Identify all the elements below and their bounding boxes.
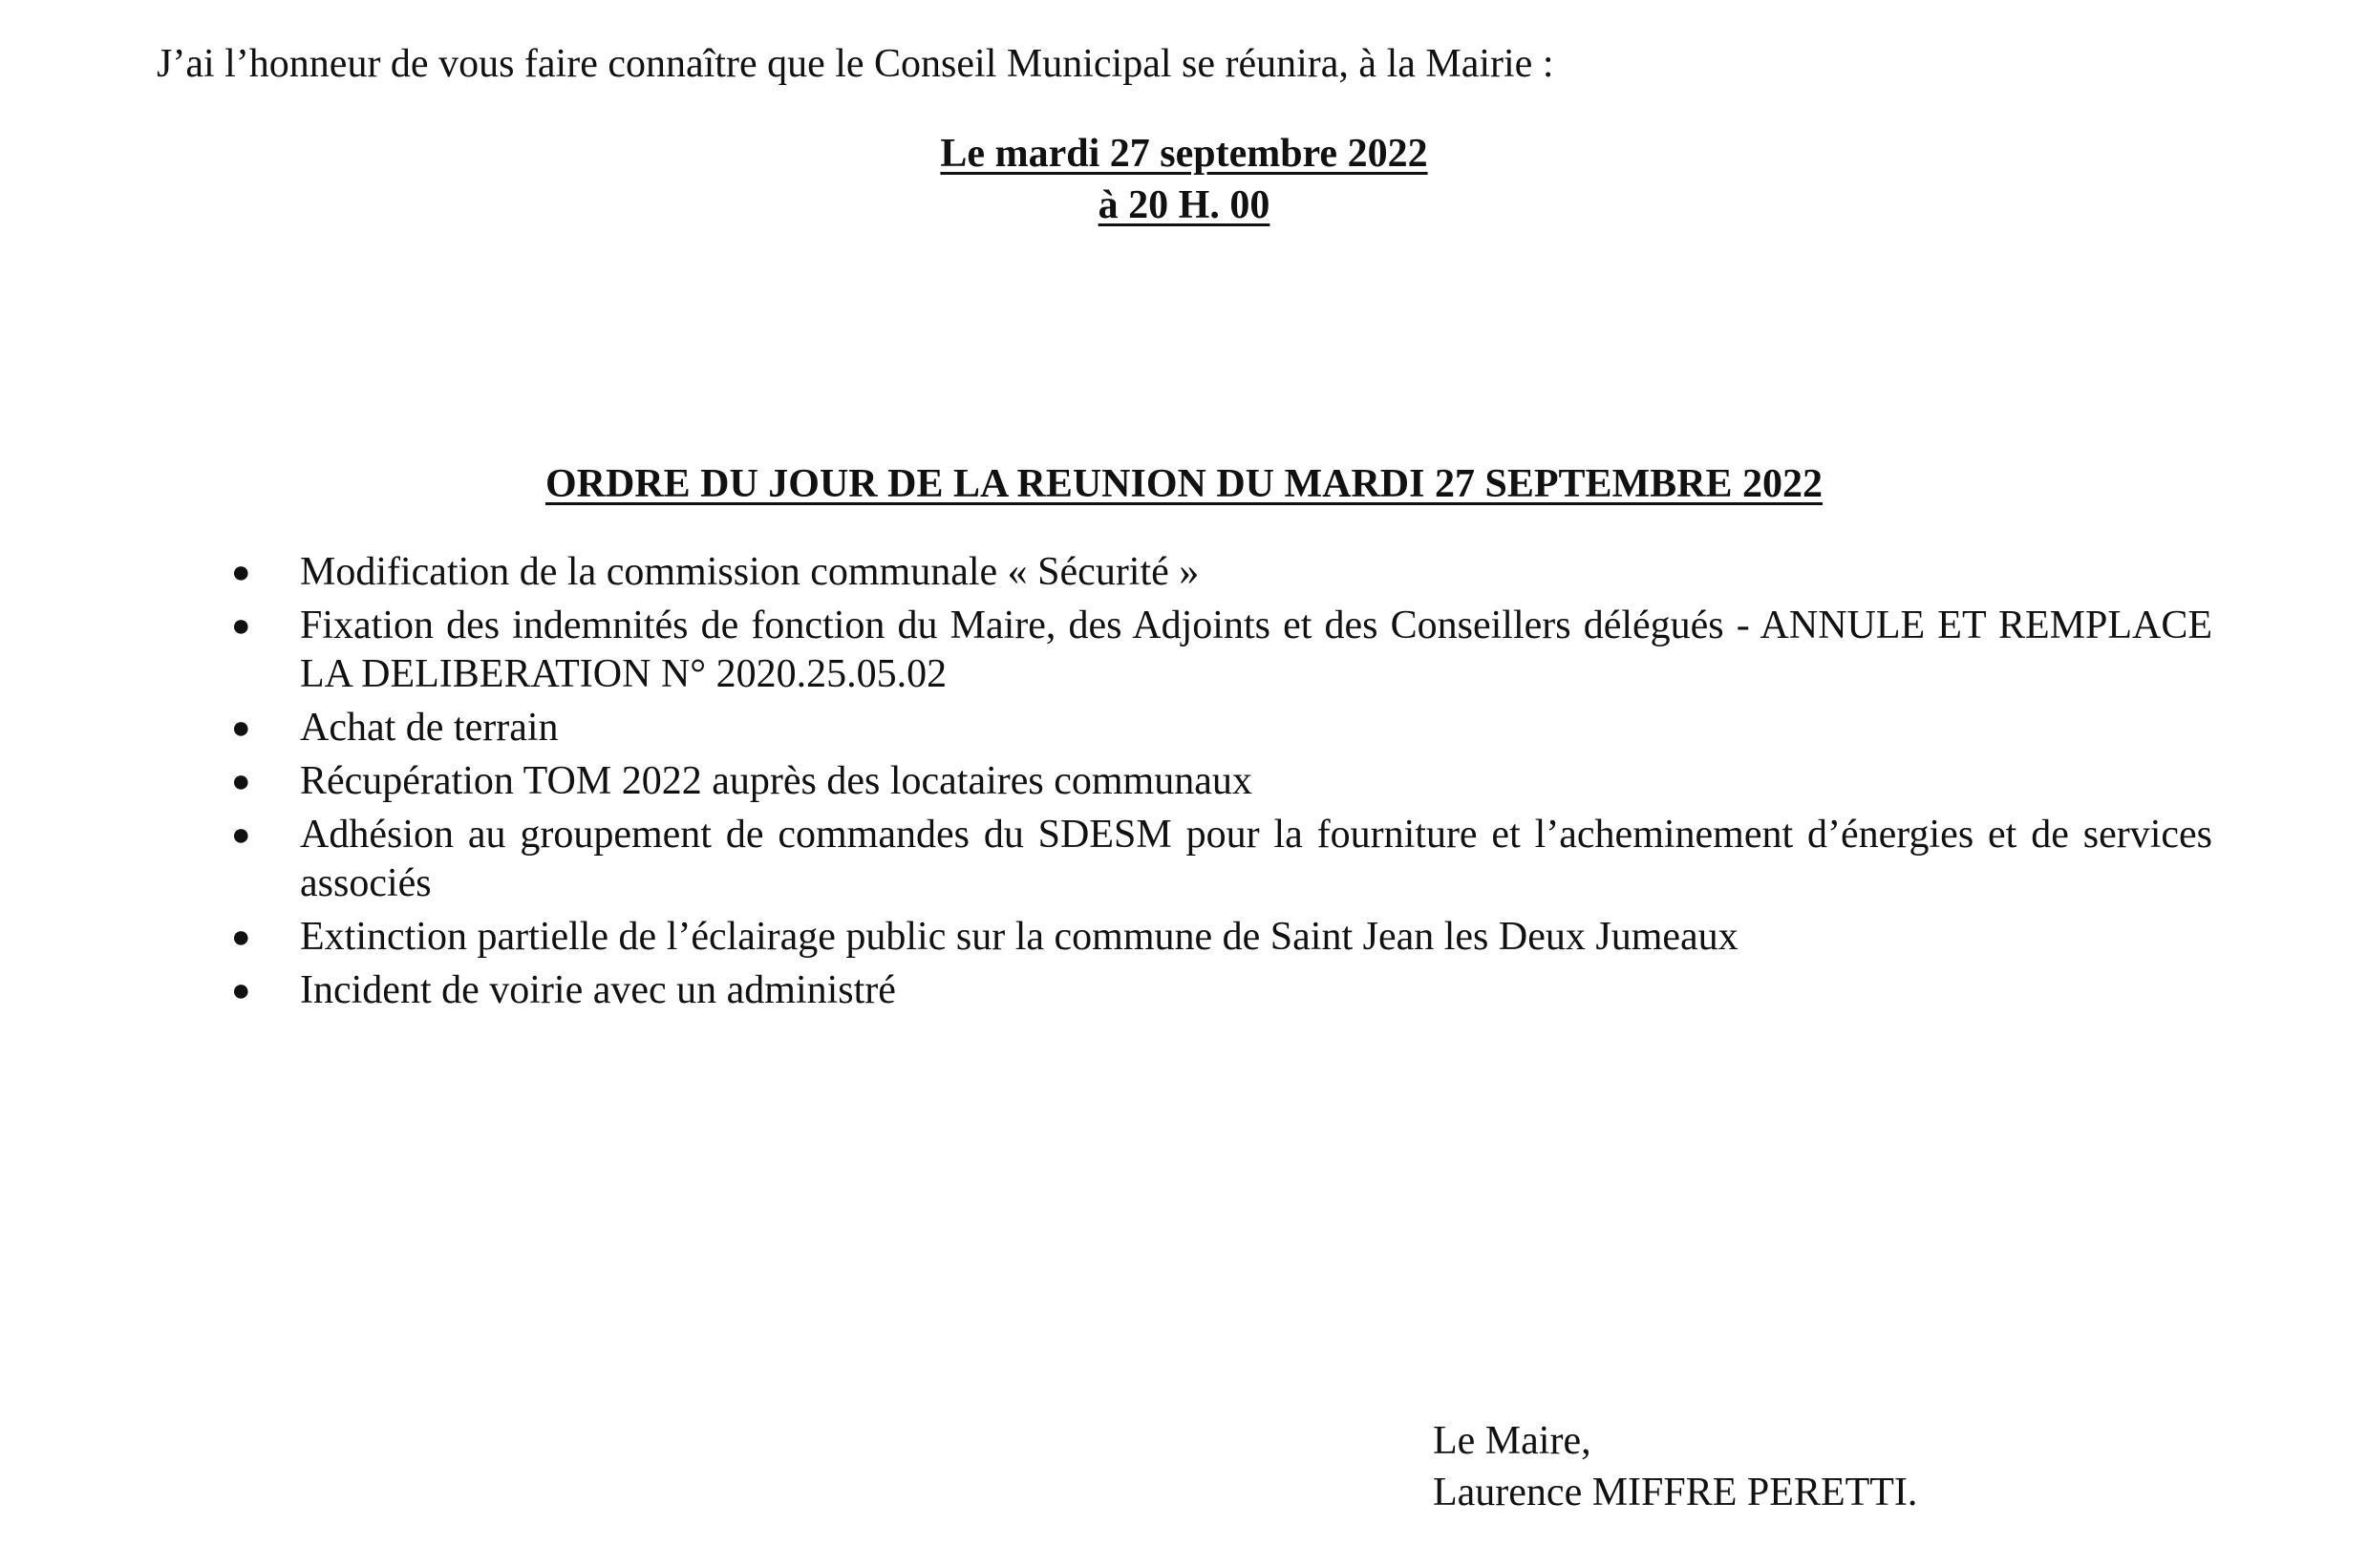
bullet-icon: ● bbox=[231, 608, 251, 644]
signature-name: Laurence MIFFRE PERETTI. bbox=[1433, 1471, 1918, 1515]
agenda-item-text: Fixation des indemnités de fonction du Maire, des Adjoints et des Conseillers délégués - ANNULE ET REMPLACE LA DELIBERATION N° 2020.25.05.02 bbox=[300, 604, 2212, 696]
agenda-item-text: Récupération TOM 2022 auprès des locataires communaux bbox=[300, 759, 1252, 803]
bullet-icon: ● bbox=[231, 555, 251, 590]
agenda-item-text: Extinction partielle de l’éclairage public sur la commune de Saint Jean les Deux Jumeaux bbox=[300, 915, 1739, 959]
signature-block bbox=[1433, 1415, 1917, 1518]
bullet-icon: ● bbox=[231, 817, 251, 853]
intro-paragraph: J’ai l’honneur de vous faire connaître que le Conseil Municipal se réunira, à la Mairie : bbox=[157, 42, 1554, 86]
agenda-item bbox=[227, 913, 2212, 962]
agenda-item bbox=[227, 966, 2212, 1015]
agenda-list bbox=[227, 548, 2212, 1020]
agenda-item bbox=[227, 548, 2212, 597]
bullet-icon: ● bbox=[231, 764, 251, 799]
meeting-time: à 20 H. 00 bbox=[1098, 183, 1270, 227]
agenda-item-text: Incident de voirie avec un administré bbox=[300, 968, 896, 1012]
agenda-item bbox=[227, 757, 2212, 806]
bullet-icon: ● bbox=[231, 973, 251, 1008]
signature-title: Le Maire, bbox=[1433, 1419, 1591, 1463]
agenda-item-text: Adhésion au groupement de commandes du SDESM pour la fourniture et l’acheminement d’énergies et de services associés bbox=[300, 813, 2212, 905]
agenda-title: ORDRE DU JOUR DE LA REUNION DU MARDI 27 SEPTEMBRE 2022 bbox=[544, 462, 1824, 506]
bullet-icon: ● bbox=[231, 920, 251, 955]
agenda-item bbox=[227, 704, 2212, 752]
meeting-date-block bbox=[0, 128, 2368, 231]
agenda-item-text: Achat de terrain bbox=[300, 706, 559, 750]
bullet-icon: ● bbox=[231, 710, 251, 746]
agenda-item bbox=[227, 602, 2212, 699]
meeting-date: Le mardi 27 septembre 2022 bbox=[940, 132, 1428, 176]
agenda-item-text: Modification de la commission communale « Sécurité » bbox=[300, 550, 1200, 594]
agenda-item bbox=[227, 811, 2212, 908]
